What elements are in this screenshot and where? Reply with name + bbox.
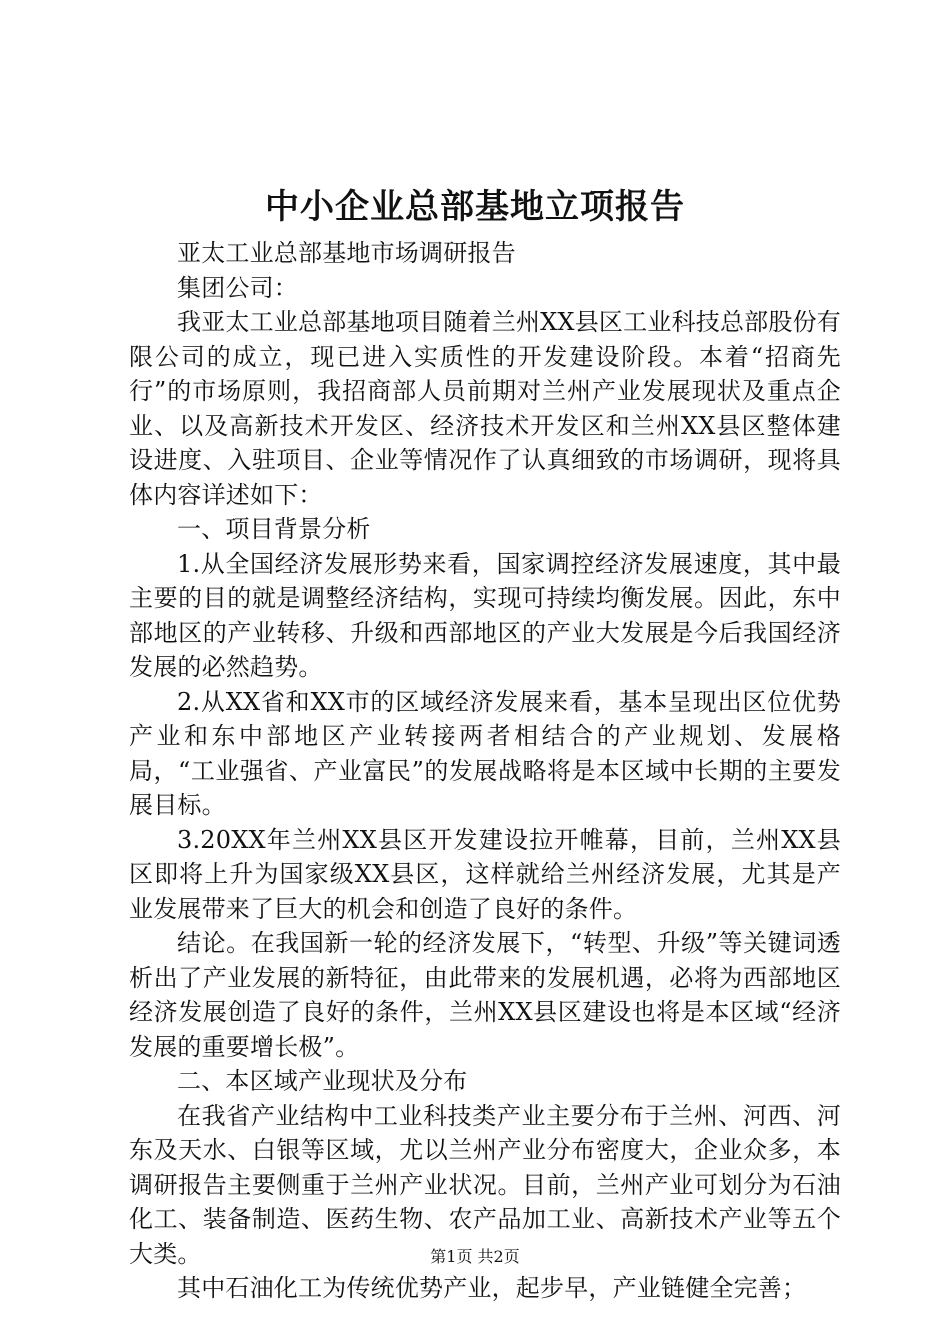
section-heading-industry: 二、本区域产业现状及分布 xyxy=(177,1067,468,1095)
paragraph-salutation: 集团公司： xyxy=(177,273,298,302)
page-number-footer: 第1页 共2页 xyxy=(430,1247,520,1266)
paragraph-conclusion: 结论。在我国新一轮的经济发展下，“转型、升级”等关键词透析出了产业发展的新特征，由此带来的发展机遇，必将为西部地区经济发展创造了良好的条件，兰州XX县区建设也将是本区域“经济发展的重要增长极”。 xyxy=(129,929,841,1061)
document-title: 中小企业总部基地立项报告 xyxy=(265,187,685,227)
paragraph-industry-distribution: 在我省产业结构中工业科技类产业主要分布于兰州、河西、河东及天水、白银等区域，尤以兰州产业分布密度大，企业众多，本调研报告主要侧重于兰州产业状况。目前，兰州产业可划分为石油化工、装备制造、医药生物、农产品加工业、高新技术产业等五个大类。 xyxy=(129,1101,841,1268)
paragraph-point-3: 3.20XX年兰州XX县区开发建设拉开帷幕，目前，兰州XX县区即将上升为国家级XX县区，这样就给兰州经济发展，尤其是产业发展带来了巨大的机会和创造了良好的条件。 xyxy=(129,825,841,923)
paragraph-point-1: 1.从全国经济发展形势来看，国家调控经济发展速度，其中最主要的目的就是调整经济结构，实现可持续均衡发展。因此，东中部地区的产业转移、升级和西部地区的产业大发展是今后我国经济发展的必然趋势。 xyxy=(129,549,841,681)
paragraph-intro: 我亚太工业总部基地项目随着兰州XX县区工业科技总部股份有限公司的成立，现已进入实质性的开发建设阶段。本着“招商先行”的市场原则，我招商部人员前期对兰州产业发展现状及重点企业、以及高新技术开发区、经济技术开发区和兰州XX县区整体建设进度、入驻项目、企业等情况作了认真细致的市场调研，现将具体内容详述如下： xyxy=(129,308,841,509)
document-body xyxy=(129,236,841,1306)
paragraph-petrochemical: 其中石油化工为传统优势产业，起步早，产业链健全完善； xyxy=(177,1274,807,1302)
paragraph-report-name: 亚太工业总部基地市场调研报告 xyxy=(177,239,516,267)
paragraph-point-2: 2.从XX省和XX市的区域经济发展来看，基本呈现出区位优势产业和东中部地区产业转接两者相结合的产业规划、发展格局，“工业强省、产业富民”的发展战略将是本区域中长期的主要发展目标。 xyxy=(129,687,841,819)
section-heading-background: 一、项目背景分析 xyxy=(177,515,371,543)
